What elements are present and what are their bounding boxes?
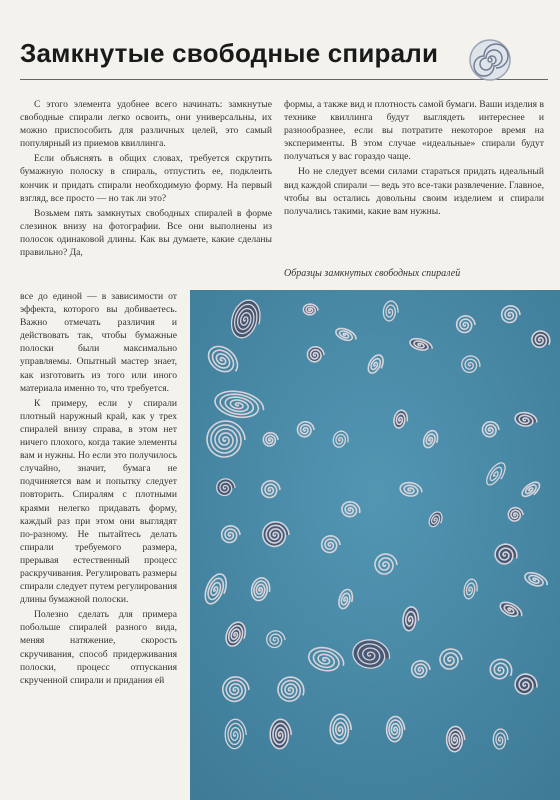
paragraph: Если объяснять в общих словах, требуется скрутить бумажную полоску в спираль, отпустить ее, подклеить кончик и придать спирали необходимую форму. На первый взгляд, все просто — но так ли это?: [20, 153, 272, 204]
paragraph: все до единой — в зависимости от эффекта, которого вы добиваетесь. Важно отмечать различия и действовать так, чтобы бумажные полоски были максимально управляемы. Опытный мастер знает, как изготовить из того или иного материала именно то, что требуется.: [20, 291, 177, 394]
paragraph: формы, а также вид и плотность самой бумаги. Ваши изделия в технике квиллинга будут выглядеть интереснее и разнообразнее, если вы потратите некоторое время на эксперименты. В этом случае «идеальные» спирали будут получаться у вас гораздо чаще.: [284, 99, 544, 163]
photo-caption: Образцы замкнутых свободных спиралей: [284, 268, 461, 279]
quilling-samples-photo: [190, 290, 560, 800]
right-text-column: [284, 98, 544, 218]
closed-spiral-icon: [468, 38, 512, 82]
paragraph: Полезно сделать для примера побольше спиралей разного вида, меняя натяжение, скорость скручивания, способ придерживания полоски, процесс отпускания скрученной спирали и придания ей: [20, 609, 177, 686]
paragraph: Но не следует всеми силами стараться придать идеальный вид каждой спирали — ведь это все-таки развлечение. Главное, чтобы вы остались довольны своим изделием и спирали получались такими, какие вам нужны.: [284, 166, 544, 217]
paragraph: С этого элемента удобнее всего начинать: замкнутые свободные спирали легко освоить, они универсальны, их можно приспособить для различных целей, это самый популярный из приемов квиллинга.: [20, 99, 272, 150]
intro-text-column: [20, 98, 272, 259]
paragraph: К примеру, если у спирали плотный наружный край, как у трех спиралей внизу справа, в этом нет ничего плохого, когда такие элементы вам и нужны. Но если это получилось случайно, значит, бумага не подчиняется вам и попытку следует повторить. Спиралям с плотными краями нелегко придавать форму, каждый раз при этом они выглядят по-разному. Не пытайтесь делать спирали требуемого размера, прерывая естественный процесс раскручивания. Регулировать размеры спирали следует путем регулирования длины бумажной полоски.: [20, 397, 177, 606]
page-title: Замкнутые свободные спирали: [20, 38, 439, 68]
paragraph: Возьмем пять замкнутых свободных спиралей в форме слезинок внизу на фотографии. Все они выполнены из полосок одинаковой длины. Как вы думаете, какие сделаны правильно? Да,: [20, 207, 272, 259]
narrow-text-column: [20, 290, 177, 687]
